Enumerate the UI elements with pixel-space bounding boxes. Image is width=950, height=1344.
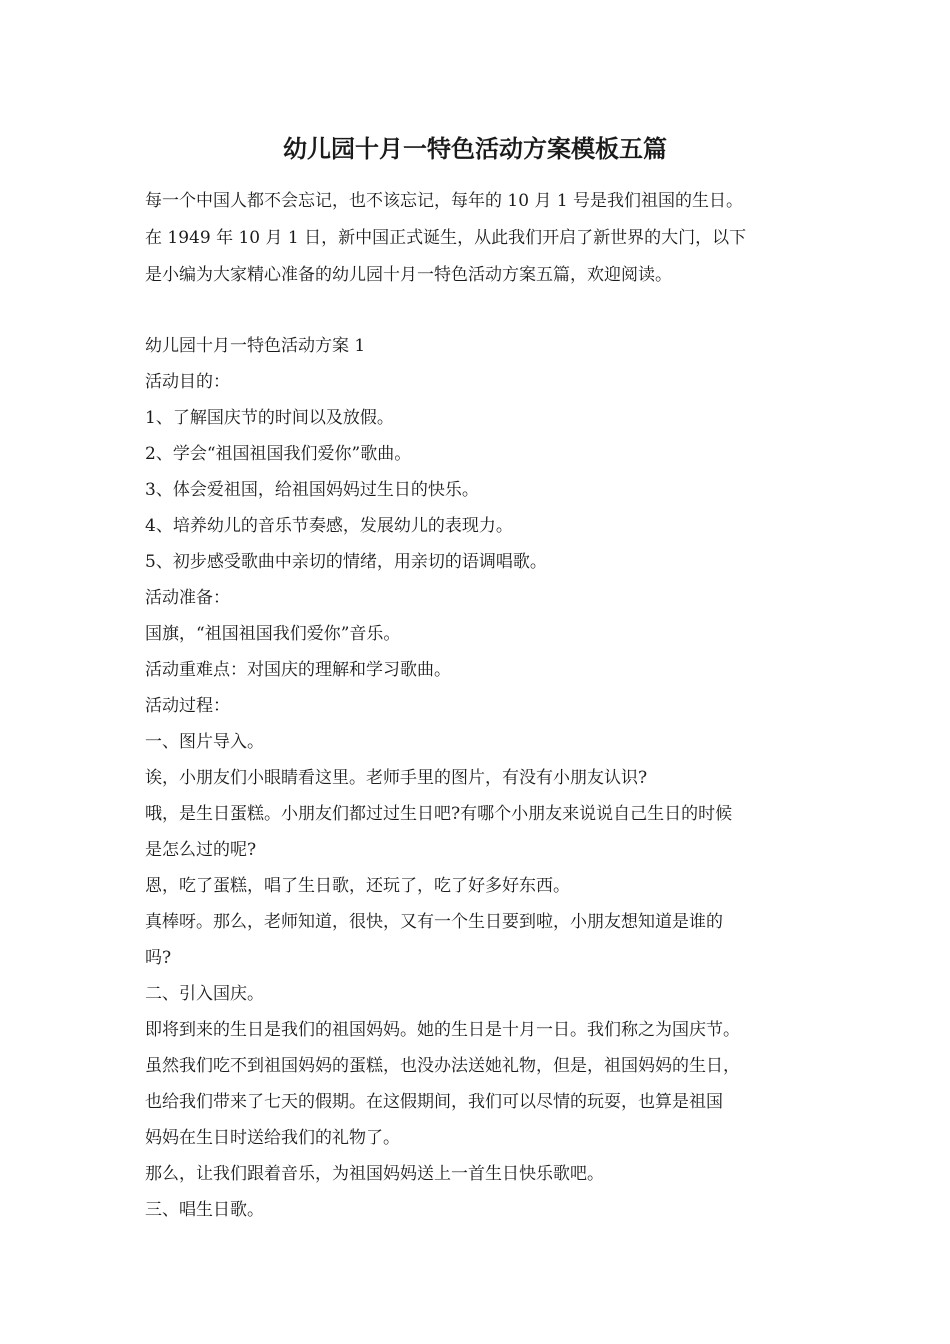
paragraph-line: 诶，小朋友们小眼睛看这里。老师手里的图片，有没有小朋友认识?	[145, 768, 648, 788]
step-heading: 二、引入国庆。	[145, 984, 264, 1004]
subheading-process: 活动过程：	[145, 696, 230, 716]
subheading-preparation: 活动准备：	[145, 588, 230, 608]
paragraph-line: 虽然我们吃不到祖国妈妈的蛋糕，也没办法送她礼物，但是，祖国妈妈的生日，	[145, 1056, 740, 1076]
paragraph-line: 即将到来的生日是我们的祖国妈妈。她的生日是十月一日。我们称之为国庆节。	[145, 1020, 740, 1040]
paragraph-line: 也给我们带来了七天的假期。在这假期间，我们可以尽情的玩耍，也算是祖国	[145, 1092, 723, 1112]
list-item: 1、了解国庆节的时间以及放假。	[145, 408, 394, 428]
paragraph-line: 国旗，“祖国祖国我们爱你”音乐。	[145, 624, 401, 644]
list-item: 5、初步感受歌曲中亲切的情绪，用亲切的语调唱歌。	[145, 552, 547, 572]
list-item: 3、体会爱祖国，给祖国妈妈过生日的快乐。	[145, 480, 479, 500]
intro-paragraph	[145, 183, 825, 294]
paragraph-line: 真棒呀。那么，老师知道，很快，又有一个生日要到啦，小朋友想知道是谁的	[145, 912, 723, 932]
paragraph-line: 哦，是生日蛋糕。小朋友们都过过生日吧?有哪个小朋友来说说自己生日的时候	[145, 804, 733, 824]
document-title: 幼儿园十月一特色活动方案模板五篇	[283, 134, 667, 163]
paragraph-line: 活动重难点：对国庆的理解和学习歌曲。	[145, 660, 451, 680]
list-item: 2、学会“祖国祖国我们爱你”歌曲。	[145, 444, 412, 464]
step-heading: 三、唱生日歌。	[145, 1200, 264, 1220]
paragraph-line: 那么，让我们跟着音乐，为祖国妈妈送上一首生日快乐歌吧。	[145, 1164, 604, 1184]
intro-line: 是小编为大家精心准备的幼儿园十月一特色活动方案五篇，欢迎阅读。	[145, 265, 672, 285]
paragraph-line: 是怎么过的呢?	[145, 840, 257, 860]
section-heading: 幼儿园十月一特色活动方案 1	[145, 336, 366, 356]
subheading-purpose: 活动目的：	[145, 372, 230, 392]
intro-line: 每一个中国人都不会忘记，也不该忘记，每年的 10 月 1 号是我们祖国的生日。	[145, 191, 744, 211]
paragraph-line: 妈妈在生日时送给我们的礼物了。	[145, 1128, 400, 1148]
paragraph-line: 恩，吃了蛋糕，唱了生日歌，还玩了，吃了好多好东西。	[145, 876, 570, 896]
document-body	[145, 328, 835, 1228]
paragraph-line: 吗?	[145, 948, 172, 968]
intro-line: 在 1949 年 10 月 1 日，新中国正式诞生，从此我们开启了新世界的大门，以下	[145, 228, 747, 248]
list-item: 4、培养幼儿的音乐节奏感，发展幼儿的表现力。	[145, 516, 513, 536]
step-heading: 一、图片导入。	[145, 732, 264, 752]
